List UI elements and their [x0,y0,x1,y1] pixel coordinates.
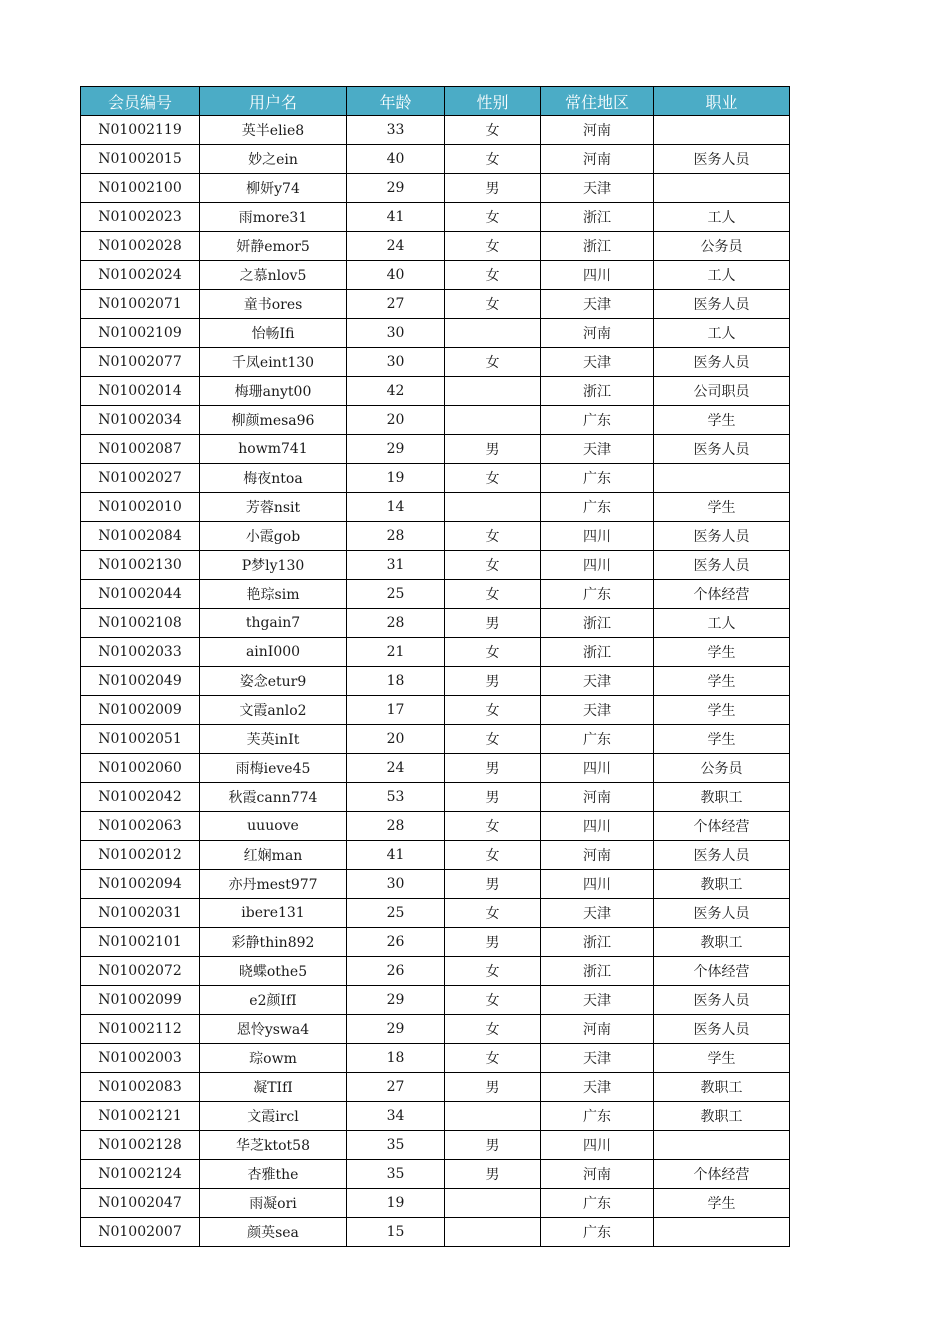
gender-cell: 男 [445,754,541,783]
member-id-cell: N01002119 [81,116,200,145]
gender-cell [445,406,541,435]
member-id-cell: N01002015 [81,145,200,174]
region-cell: 广东 [541,580,654,609]
gender-cell: 女 [445,116,541,145]
username-cell: 凝TIfI [200,1073,347,1102]
region-cell: 河南 [541,1015,654,1044]
region-cell: 河南 [541,319,654,348]
username-cell: 梅珊anyt00 [200,377,347,406]
region-cell: 天津 [541,174,654,203]
age-cell: 28 [347,812,445,841]
occupation-cell: 学生 [654,1044,790,1073]
region-cell: 天津 [541,986,654,1015]
gender-cell: 男 [445,667,541,696]
occupation-cell: 学生 [654,696,790,725]
member-id-cell: N01002049 [81,667,200,696]
member-id-cell: N01002130 [81,551,200,580]
age-cell: 53 [347,783,445,812]
occupation-cell: 医务人员 [654,1015,790,1044]
occupation-cell: 学生 [654,725,790,754]
table-body [81,116,790,1247]
gender-cell: 女 [445,580,541,609]
gender-cell: 女 [445,696,541,725]
region-cell: 浙江 [541,232,654,261]
username-cell: 芙英inIt [200,725,347,754]
member-id-cell: N01002060 [81,754,200,783]
age-cell: 40 [347,261,445,290]
age-cell: 18 [347,667,445,696]
member-id-cell: N01002034 [81,406,200,435]
table-row [81,580,790,609]
username-cell: 小霞gob [200,522,347,551]
username-cell: 妍静emor5 [200,232,347,261]
username-cell: 之慕nlov5 [200,261,347,290]
age-cell: 20 [347,725,445,754]
member-id-header: 会员编号 [81,87,200,116]
region-cell: 天津 [541,1044,654,1073]
username-cell: 英半elie8 [200,116,347,145]
occupation-cell: 医务人员 [654,841,790,870]
table-row [81,232,790,261]
username-cell: 华芝ktot58 [200,1131,347,1160]
member-id-cell: N01002084 [81,522,200,551]
region-cell: 天津 [541,696,654,725]
region-cell: 浙江 [541,377,654,406]
table-row [81,928,790,957]
gender-cell: 男 [445,174,541,203]
username-cell: 红娴man [200,841,347,870]
table-row [81,783,790,812]
age-cell: 25 [347,580,445,609]
region-cell: 广东 [541,1189,654,1218]
table-row [81,522,790,551]
username-cell: 妙之ein [200,145,347,174]
occupation-cell: 学生 [654,667,790,696]
member-id-cell: N01002108 [81,609,200,638]
member-table [80,86,790,1247]
username-cell: 亦丹mest977 [200,870,347,899]
username-header: 用户名 [200,87,347,116]
gender-cell [445,493,541,522]
table-row [81,1189,790,1218]
occupation-cell: 教职工 [654,928,790,957]
member-id-cell: N01002077 [81,348,200,377]
member-id-cell: N01002042 [81,783,200,812]
region-cell: 四川 [541,812,654,841]
region-cell: 天津 [541,667,654,696]
username-cell: 恩怜yswa4 [200,1015,347,1044]
age-cell: 40 [347,145,445,174]
table-row [81,986,790,1015]
member-id-cell: N01002044 [81,580,200,609]
gender-cell: 女 [445,899,541,928]
gender-cell: 男 [445,783,541,812]
table-row [81,406,790,435]
occupation-cell: 医务人员 [654,348,790,377]
table-row [81,1218,790,1247]
gender-cell: 女 [445,986,541,1015]
member-id-cell: N01002109 [81,319,200,348]
username-cell: 文霞anlo2 [200,696,347,725]
age-cell: 29 [347,1015,445,1044]
member-id-cell: N01002072 [81,957,200,986]
username-cell: ainI000 [200,638,347,667]
gender-cell: 女 [445,232,541,261]
username-cell: P梦ly130 [200,551,347,580]
age-header: 年龄 [347,87,445,116]
table-row [81,1015,790,1044]
table-row [81,1073,790,1102]
member-id-cell: N01002028 [81,232,200,261]
gender-cell: 女 [445,638,541,667]
gender-cell: 女 [445,1015,541,1044]
member-id-cell: N01002083 [81,1073,200,1102]
region-cell: 浙江 [541,957,654,986]
table-row [81,841,790,870]
region-cell: 天津 [541,899,654,928]
member-id-cell: N01002014 [81,377,200,406]
gender-cell: 男 [445,1073,541,1102]
username-cell: 梅夜ntoa [200,464,347,493]
occupation-cell: 医务人员 [654,986,790,1015]
member-id-cell: N01002071 [81,290,200,319]
age-cell: 26 [347,928,445,957]
region-cell: 四川 [541,754,654,783]
age-cell: 28 [347,522,445,551]
member-id-cell: N01002023 [81,203,200,232]
gender-cell [445,1189,541,1218]
gender-cell: 女 [445,348,541,377]
age-cell: 41 [347,203,445,232]
occupation-cell: 公司职员 [654,377,790,406]
member-id-cell: N01002010 [81,493,200,522]
occupation-cell [654,174,790,203]
gender-header: 性别 [445,87,541,116]
table-row [81,957,790,986]
occupation-cell: 教职工 [654,870,790,899]
region-cell: 四川 [541,1131,654,1160]
occupation-cell [654,1131,790,1160]
gender-cell: 女 [445,145,541,174]
header-row [81,87,790,116]
region-cell: 河南 [541,116,654,145]
occupation-cell [654,1218,790,1247]
region-cell: 河南 [541,783,654,812]
occupation-cell: 公务员 [654,232,790,261]
age-cell: 19 [347,1189,445,1218]
age-cell: 41 [347,841,445,870]
gender-cell: 女 [445,261,541,290]
username-cell: 颜英sea [200,1218,347,1247]
occupation-cell: 公务员 [654,754,790,783]
table-row [81,464,790,493]
member-id-cell: N01002012 [81,841,200,870]
gender-cell: 女 [445,957,541,986]
age-cell: 29 [347,435,445,464]
occupation-cell: 工人 [654,203,790,232]
occupation-cell: 教职工 [654,1102,790,1131]
username-cell: 怡畅Ifi [200,319,347,348]
gender-cell: 男 [445,1131,541,1160]
occupation-cell: 学生 [654,638,790,667]
age-cell: 35 [347,1160,445,1189]
occupation-cell: 医务人员 [654,435,790,464]
member-id-cell: N01002124 [81,1160,200,1189]
occupation-cell: 医务人员 [654,145,790,174]
table-row [81,435,790,464]
occupation-cell: 教职工 [654,1073,790,1102]
username-cell: howm741 [200,435,347,464]
member-id-cell: N01002051 [81,725,200,754]
age-cell: 35 [347,1131,445,1160]
member-id-cell: N01002100 [81,174,200,203]
region-cell: 浙江 [541,638,654,667]
table-row [81,348,790,377]
occupation-cell [654,464,790,493]
username-cell: 杏雅the [200,1160,347,1189]
gender-cell: 女 [445,464,541,493]
occupation-cell [654,116,790,145]
age-cell: 15 [347,1218,445,1247]
age-cell: 28 [347,609,445,638]
age-cell: 19 [347,464,445,493]
region-cell: 河南 [541,841,654,870]
member-id-cell: N01002128 [81,1131,200,1160]
age-cell: 29 [347,174,445,203]
age-cell: 30 [347,870,445,899]
gender-cell: 女 [445,1044,541,1073]
gender-cell: 女 [445,551,541,580]
region-cell: 四川 [541,551,654,580]
region-cell: 广东 [541,1218,654,1247]
username-cell: 文霞ircl [200,1102,347,1131]
age-cell: 17 [347,696,445,725]
region-cell: 河南 [541,145,654,174]
username-cell: 琮owm [200,1044,347,1073]
table-row [81,203,790,232]
age-cell: 20 [347,406,445,435]
username-cell: 雨more31 [200,203,347,232]
region-cell: 四川 [541,261,654,290]
occupation-cell: 学生 [654,1189,790,1218]
member-id-cell: N01002003 [81,1044,200,1073]
table-row [81,1102,790,1131]
age-cell: 34 [347,1102,445,1131]
table-row [81,174,790,203]
table-row [81,609,790,638]
age-cell: 27 [347,290,445,319]
age-cell: 42 [347,377,445,406]
table-row [81,725,790,754]
username-cell: 姿念etur9 [200,667,347,696]
member-id-cell: N01002007 [81,1218,200,1247]
age-cell: 26 [347,957,445,986]
table-row [81,1044,790,1073]
table-row [81,899,790,928]
member-id-cell: N01002087 [81,435,200,464]
member-id-cell: N01002031 [81,899,200,928]
member-id-cell: N01002099 [81,986,200,1015]
region-cell: 浙江 [541,203,654,232]
gender-cell: 男 [445,870,541,899]
username-cell: e2颜IfI [200,986,347,1015]
username-cell: 柳颜mesa96 [200,406,347,435]
age-cell: 25 [347,899,445,928]
table-row [81,754,790,783]
table-row [81,870,790,899]
gender-cell: 男 [445,435,541,464]
age-cell: 29 [347,986,445,1015]
member-id-cell: N01002033 [81,638,200,667]
occupation-cell: 学生 [654,493,790,522]
member-id-cell: N01002027 [81,464,200,493]
region-cell: 天津 [541,1073,654,1102]
region-cell: 四川 [541,522,654,551]
region-cell: 四川 [541,870,654,899]
age-cell: 33 [347,116,445,145]
age-cell: 31 [347,551,445,580]
table-row [81,1160,790,1189]
region-cell: 浙江 [541,928,654,957]
occupation-cell: 学生 [654,406,790,435]
member-id-cell: N01002101 [81,928,200,957]
occupation-cell: 个体经营 [654,1160,790,1189]
username-cell: 芳蓉nsit [200,493,347,522]
username-cell: 秋霞cann774 [200,783,347,812]
username-cell: 晓蝶othe5 [200,957,347,986]
table-row [81,696,790,725]
occupation-cell: 医务人员 [654,899,790,928]
gender-cell: 女 [445,841,541,870]
table-row [81,116,790,145]
member-id-cell: N01002063 [81,812,200,841]
occupation-header: 职业 [654,87,790,116]
occupation-cell: 医务人员 [654,551,790,580]
username-cell: 雨凝ori [200,1189,347,1218]
age-cell: 27 [347,1073,445,1102]
member-id-cell: N01002047 [81,1189,200,1218]
region-cell: 河南 [541,1160,654,1189]
username-cell: uuuove [200,812,347,841]
username-cell: 艳琮sim [200,580,347,609]
region-cell: 广东 [541,493,654,522]
table-header [81,87,790,116]
region-cell: 天津 [541,435,654,464]
occupation-cell: 个体经营 [654,812,790,841]
occupation-cell: 医务人员 [654,522,790,551]
gender-cell: 女 [445,290,541,319]
username-cell: 柳妍y74 [200,174,347,203]
region-cell: 广东 [541,464,654,493]
table-row [81,638,790,667]
gender-cell: 男 [445,1160,541,1189]
occupation-cell: 工人 [654,609,790,638]
table-row [81,290,790,319]
member-id-cell: N01002112 [81,1015,200,1044]
table-row [81,261,790,290]
gender-cell: 女 [445,812,541,841]
member-id-cell: N01002009 [81,696,200,725]
region-cell: 广东 [541,1102,654,1131]
gender-cell: 女 [445,522,541,551]
age-cell: 24 [347,232,445,261]
occupation-cell: 工人 [654,319,790,348]
gender-cell: 男 [445,928,541,957]
username-cell: 千凤eint130 [200,348,347,377]
gender-cell: 女 [445,725,541,754]
table-row [81,1131,790,1160]
occupation-cell: 医务人员 [654,290,790,319]
table-row [81,377,790,406]
table-row [81,551,790,580]
gender-cell: 男 [445,609,541,638]
region-cell: 天津 [541,348,654,377]
occupation-cell: 教职工 [654,783,790,812]
table-row [81,145,790,174]
member-id-cell: N01002094 [81,870,200,899]
gender-cell [445,319,541,348]
gender-cell [445,1218,541,1247]
age-cell: 21 [347,638,445,667]
gender-cell [445,377,541,406]
table-row [81,667,790,696]
username-cell: 彩静thin892 [200,928,347,957]
table-row [81,319,790,348]
age-cell: 18 [347,1044,445,1073]
username-cell: thgain7 [200,609,347,638]
region-cell: 广东 [541,725,654,754]
gender-cell [445,1102,541,1131]
username-cell: 雨梅ieve45 [200,754,347,783]
table-row [81,493,790,522]
occupation-cell: 工人 [654,261,790,290]
age-cell: 30 [347,348,445,377]
region-cell: 天津 [541,290,654,319]
username-cell: 童书ores [200,290,347,319]
age-cell: 30 [347,319,445,348]
member-id-cell: N01002121 [81,1102,200,1131]
occupation-cell: 个体经营 [654,580,790,609]
member-id-cell: N01002024 [81,261,200,290]
gender-cell: 女 [445,203,541,232]
username-cell: ibere131 [200,899,347,928]
age-cell: 24 [347,754,445,783]
age-cell: 14 [347,493,445,522]
region-cell: 浙江 [541,609,654,638]
table-row [81,812,790,841]
region-header: 常住地区 [541,87,654,116]
region-cell: 广东 [541,406,654,435]
occupation-cell: 个体经营 [654,957,790,986]
